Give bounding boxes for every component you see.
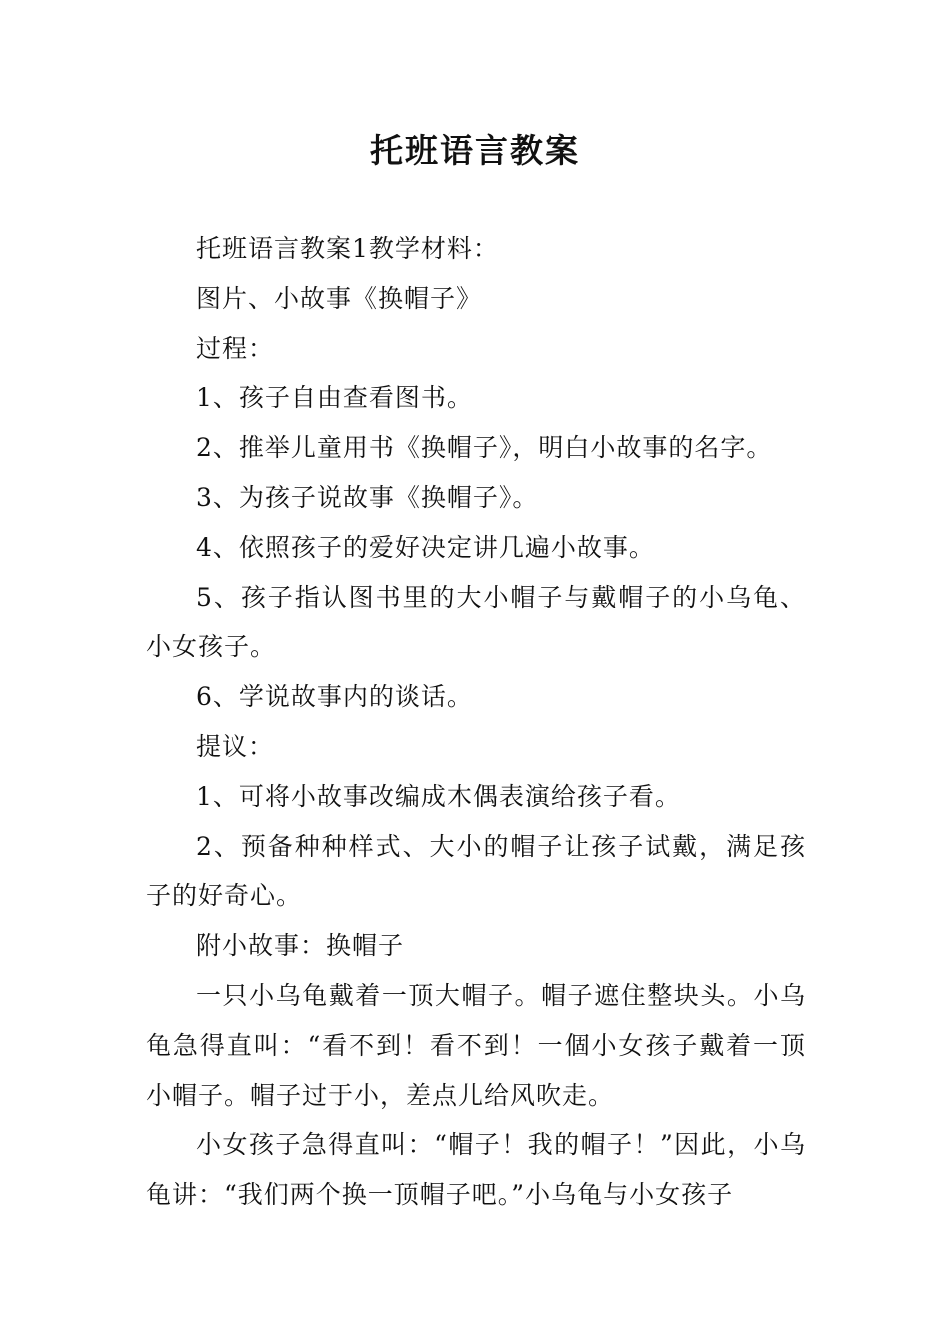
paragraph: 1、可将小故事改编成木偶表演给孩子看。 — [196, 781, 681, 811]
paragraph: 1、孩子自由查看图书。 — [196, 383, 473, 413]
paragraph: 小女孩子急得直叫：“帽子！我的帽子！”因此，小乌龟讲：“我们两个换一顶帽子吧。”小乌龟与小女孩子 — [146, 1130, 806, 1210]
paragraph: 2、推举儿童用书《换帽子》，明白小故事的名字。 — [196, 433, 773, 463]
document-title: 托班语言教案 — [370, 131, 580, 170]
paragraph: 图片、小故事《换帽子》 — [196, 283, 483, 313]
paragraph: 提议： — [196, 731, 275, 761]
paragraph: 3、为孩子说故事《换帽子》。 — [196, 482, 539, 512]
paragraph: 附小故事：换帽子 — [196, 931, 405, 961]
document-body — [146, 224, 806, 1220]
paragraph: 过程： — [196, 333, 275, 363]
paragraph: 2、预备种种样式、大小的帽子让孩子试戴，满足孩子的好奇心。 — [146, 831, 806, 911]
paragraph: 一只小乌龟戴着一顶大帽子。帽子遮住整块头。小乌龟急得直叫：“看不到！看不到！一個小女孩子戴着一顶小帽子。帽子过于小，差点儿给风吹走。 — [146, 980, 806, 1110]
paragraph: 6、学说故事内的谈话。 — [196, 682, 473, 712]
paragraph: 4、依照孩子的爱好决定讲几遍小故事。 — [196, 532, 655, 562]
paragraph: 5、孩子指认图书里的大小帽子与戴帽子的小乌龟、小女孩子。 — [146, 582, 806, 662]
paragraph: 托班语言教案1教学材料： — [196, 234, 499, 263]
